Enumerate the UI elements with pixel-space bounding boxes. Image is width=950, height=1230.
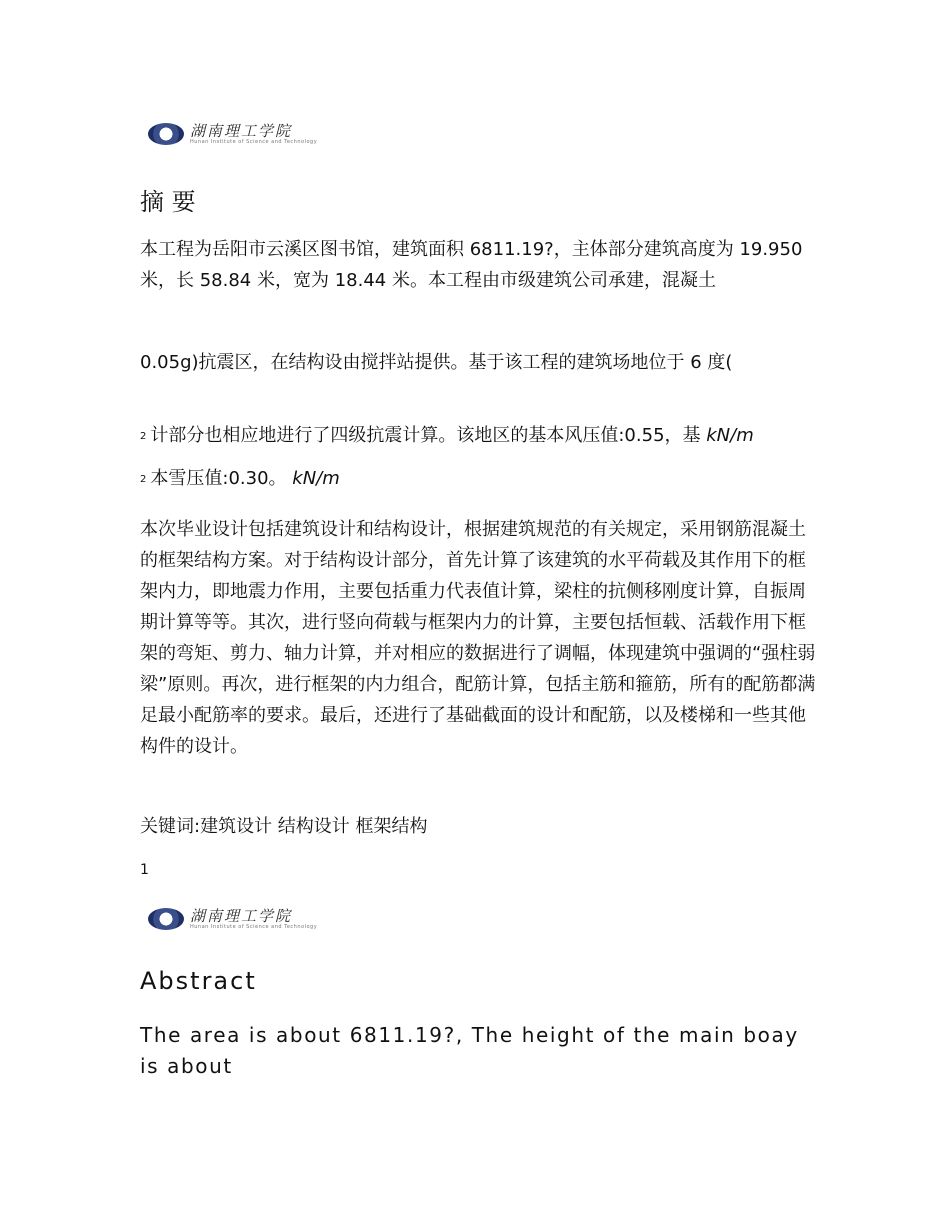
cn-paragraph-5: 本次毕业设计包括建筑设计和结构设计，根据建筑规范的有关规定，采用钢筋混凝土的框架结构方案。对于结构设计部分，首先计算了该建筑的水平荷载及其作用下的框架内力，即地震力作用，主要包括重力代表值计算，梁柱的抗侧移刚度计算，自振周期计算等等。其次，进行竖向荷载与框架内力的计算，主要包括恒载、活载作用下框架的弯矩、剪力、轴力计算，并对相应的数据进行了调幅，体现建筑中强调的“强柱弱梁”原则。再次，进行框架的内力组合，配筋计算，包括主筋和箍筋，所有的配筋都满足最小配筋率的要求。最后，还进行了基础截面的设计和配筋，以及楼梯和一些其他构件的设计。	[140, 519, 816, 757]
cn-paragraph-4	[140, 463, 820, 495]
cn-keywords: 关键词:建筑设计 结构设计 框架结构	[140, 816, 428, 837]
en-abstract-heading: Abstract	[140, 967, 257, 995]
logo-subtitle: Hunan Institute of Science and Technology	[190, 923, 318, 930]
seal-icon: HN	[148, 908, 184, 930]
page-number: 1	[140, 862, 149, 878]
cn-paragraph-3	[140, 420, 820, 452]
unit-kn-m: kN/m	[706, 425, 754, 446]
cn-abstract-heading: 摘 要	[140, 188, 196, 216]
cn-paragraph-4-text: 本雪压值:0.30。	[150, 468, 287, 489]
logo-subtitle: Hunan Institute of Science and Technology	[190, 138, 318, 145]
seal-icon: HN	[148, 123, 184, 145]
superscript: 2	[140, 431, 147, 442]
unit-kn-m: kN/m	[292, 468, 340, 489]
school-logo	[148, 118, 317, 150]
school-logo	[148, 903, 317, 935]
logo-name: 湖南理工学院	[190, 906, 293, 925]
cn-paragraph-1: 本工程为岳阳市云溪区图书馆，建筑面积 6811.19?，主体部分建筑高度为 19.950 米，长 58.84 米，宽为 18.44 米。本工程由市级建筑公司承建，混凝土	[140, 239, 803, 291]
superscript: 2	[140, 474, 147, 485]
logo-name: 湖南理工学院	[190, 121, 293, 140]
cn-paragraph-2: 0.05g)抗震区，在结构设由搅拌站提供。基于该工程的建筑场地位于 6 度(	[140, 352, 733, 373]
cn-paragraph-3-text: 计部分也相应地进行了四级抗震计算。该地区的基本风压值:0.55，基	[150, 425, 701, 446]
en-paragraph-1: The area is about 6811.19?, The height of the main boay is about	[140, 1023, 799, 1078]
